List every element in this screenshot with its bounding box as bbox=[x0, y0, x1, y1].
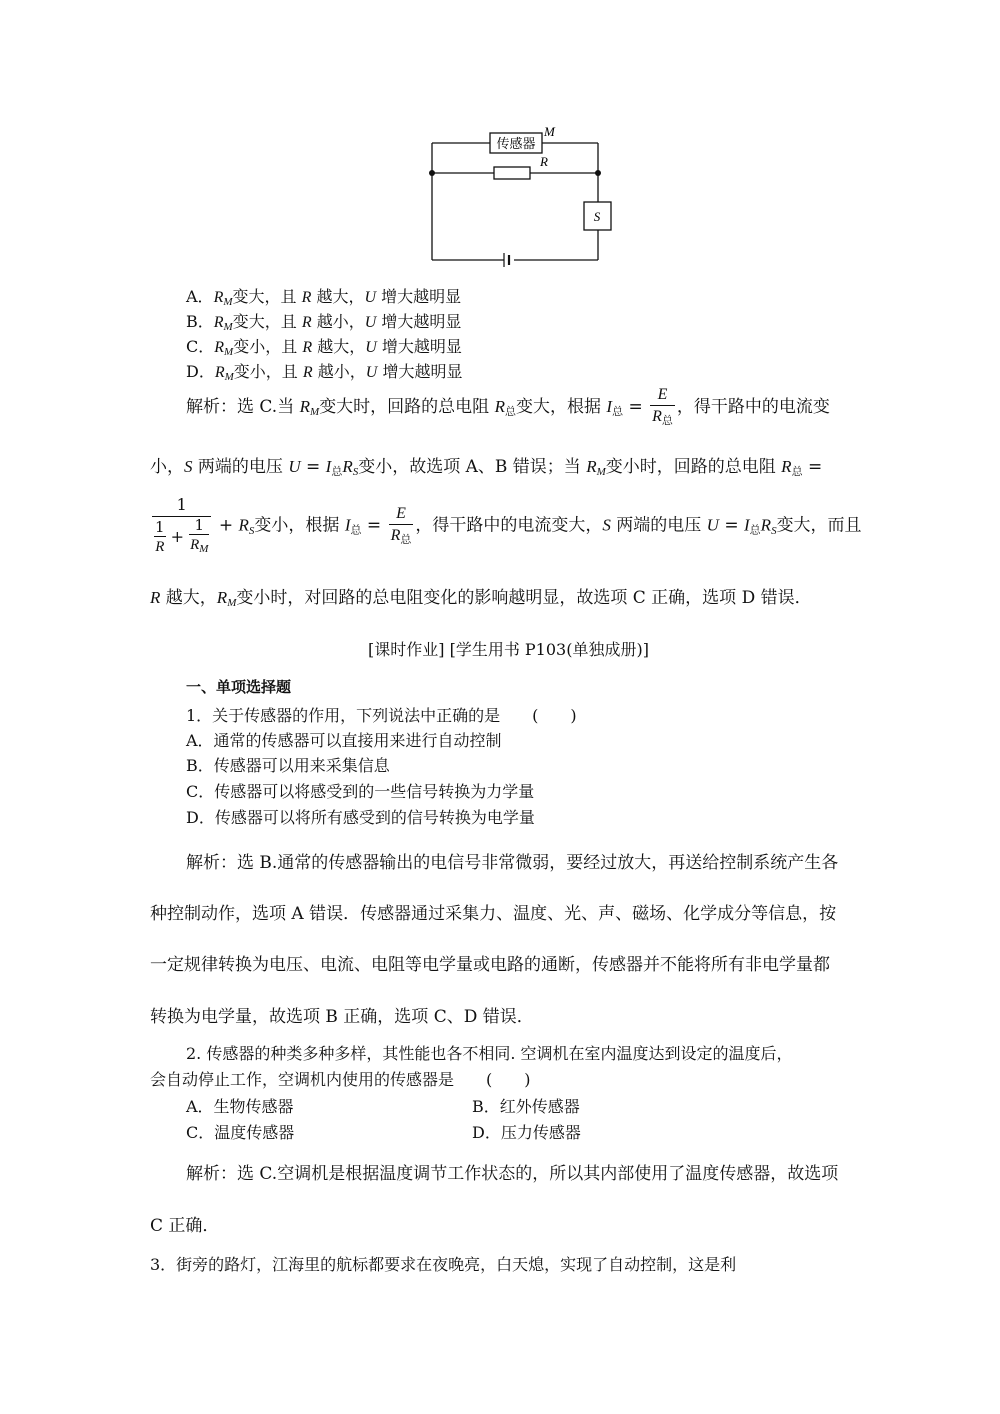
prev-option-a: A．$R_M$变大，且 R 越大，U 增大越明显 bbox=[186, 287, 462, 308]
prev-option-d: D．$R_M$变小，且 R 越小，U 增大越明显 bbox=[186, 362, 463, 383]
prev-analysis-line-3: 1 $\frac{1}{R}$ + $\frac{1}{R_M}$ + $R_S$变小，根据 $I_总$ = $\frac{E}{R_总}$ ，得干路中的电流变大，S 两端的电压 $U = I_总R_S$变大，而且 bbox=[150, 494, 862, 558]
q2-analysis-line-1: 解析：选 C.空调机是根据温度调节工作状态的，所以其内部使用了温度传感器，故选项 bbox=[186, 1164, 839, 1184]
q3-stem: 3．街旁的路灯，江海里的航标都要求在夜晚亮，白天熄，实现了自动控制，这是利 bbox=[150, 1255, 737, 1274]
junction-left bbox=[429, 170, 435, 176]
compound-fraction: 1 $\frac{1}{R}$ + $\frac{1}{R_M}$ bbox=[152, 494, 211, 558]
q2-option-d: D．压力传感器 bbox=[472, 1123, 581, 1142]
q1-option-d: D．传感器可以将所有感受到的信号转换为电学量 bbox=[186, 808, 535, 827]
prev-analysis-line-4: R 越大，$R_M$变小时，对回路的总电阻变化的影响越明显，故选项 C 正确，选项 D 错误． bbox=[150, 588, 812, 609]
prev-analysis-line-1: 解析：选 C.当 $R_M$变大时，回路的总电阻 $R_总$变大，根据 $I_总$ = $\frac{E}{R_总}$ ，得干路中的电流变 bbox=[186, 384, 830, 431]
q2-analysis-line-2: C 正确． bbox=[150, 1216, 220, 1236]
sensor-label: 传感器 bbox=[496, 137, 536, 152]
q1-option-c: C．传感器可以将感受到的一些信号转换为力学量 bbox=[186, 782, 535, 801]
q1-analysis-line-3: 一定规律转换为电压、电流、电阻等电学量或电路的通断，传感器并不能将所有非电学量都 bbox=[150, 955, 830, 975]
section-header: [课时作业] [学生用书 P103(单独成册)] bbox=[368, 640, 649, 659]
m-label: M bbox=[544, 124, 555, 139]
junction-right bbox=[595, 170, 601, 176]
q2-stem-line-2: 会自动停止工作，空调机内使用的传感器是 ( ) bbox=[150, 1070, 531, 1089]
q2-stem-line-1: 2. 传感器的种类多种多样，其性能也各不相同. 空调机在室内温度达到设定的温度后， bbox=[186, 1044, 793, 1063]
resistor-r bbox=[494, 167, 530, 179]
prev-option-b: B．$R_M$变大，且 R 越小，U 增大越明显 bbox=[186, 312, 462, 333]
q1-option-b: B．传感器可以用来采集信息 bbox=[186, 756, 390, 775]
q2-option-c: C．温度传感器 bbox=[186, 1123, 295, 1142]
q1-analysis-line-2: 种控制动作，选项 A 错误．传感器通过采集力、温度、光、声、磁场、化学成分等信息，按 bbox=[150, 904, 837, 924]
prev-analysis-line-2: 小，S 两端的电压 $U = I_总R_S$变小，故选项 A、B 错误；当 $R_M$变小时，回路的总电阻 $R_总$ = bbox=[150, 457, 823, 478]
fraction-e-over-r: $\frac{E}{R_总}$ bbox=[652, 386, 673, 427]
q1-analysis-line-1: 解析：选 B.通常的传感器输出的电信号非常微弱，要经过放大，再送给控制系统产生各 bbox=[186, 853, 839, 873]
q2-option-a: A．生物传感器 bbox=[186, 1097, 294, 1116]
q1-analysis-line-4: 转换为电学量，故选项 B 正确，选项 C、D 错误． bbox=[150, 1007, 534, 1027]
q1-stem: 1．关于传感器的作用，下列说法中正确的是 ( ) bbox=[186, 706, 577, 725]
prev-option-c: C．$R_M$变小，且 R 越大，U 增大越明显 bbox=[186, 337, 462, 358]
circuit-diagram bbox=[420, 120, 620, 275]
q1-option-a: A．通常的传感器可以直接用来进行自动控制 bbox=[186, 731, 502, 750]
part-title: 一、单项选择题 bbox=[186, 678, 292, 696]
s-label: S bbox=[593, 209, 601, 224]
r-label: R bbox=[540, 154, 548, 169]
q2-option-b: B．红外传感器 bbox=[472, 1097, 580, 1116]
